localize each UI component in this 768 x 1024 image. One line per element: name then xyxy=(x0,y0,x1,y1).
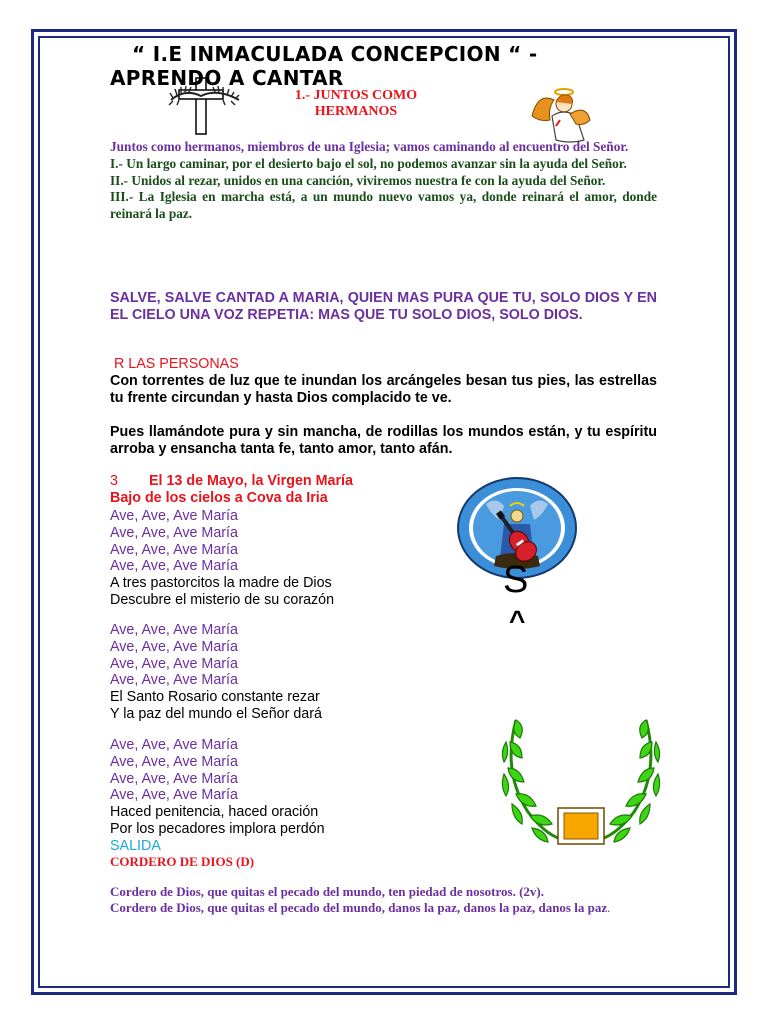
cordero-line-1: Cordero de Dios, que quitas el pecado del mundo, ten piedad de nosotros. (2v). xyxy=(110,884,544,899)
page-title-line-2: APRENDO A CANTAR xyxy=(110,66,344,90)
stanza-line: El Santo Rosario constante rezar xyxy=(110,689,320,706)
personas-stanza-1: Con torrentes de luz que te inundan los arcángeles besan tus pies, las estrellas tu frente circundan y hasta Dios complacido te ve. xyxy=(110,373,657,406)
page-title xyxy=(110,42,537,90)
stanza-line: A tres pastorcitos la madre de Dios xyxy=(110,575,332,592)
refrain-line: Ave, Ave, Ave María xyxy=(110,638,238,655)
laurel-wreath-icon xyxy=(498,712,664,852)
stanza-line: Haced penitencia, haced oración xyxy=(110,804,319,821)
hymn3-block-1 xyxy=(110,508,334,609)
refrain-line: Ave, Ave, Ave María xyxy=(110,655,238,672)
hymn1-title xyxy=(286,88,426,120)
hymn3-heading-1: El 13 de Mayo, la Virgen María xyxy=(149,473,353,489)
refrain-line: Ave, Ave, Ave María xyxy=(110,737,238,753)
cordero-line-2 xyxy=(110,900,610,916)
hymn1-chorus: Juntos como hermanos, miembros de una Iglesia; vamos caminando al encuentro del Señor. xyxy=(110,139,629,154)
refrain-line: Ave, Ave, Ave María xyxy=(110,672,238,689)
badge-caret: ^ xyxy=(509,605,526,636)
hymn3-number: 3 xyxy=(110,473,118,489)
refrain-line: Ave, Ave, Ave María xyxy=(110,753,238,770)
refrain-line: Ave, Ave, Ave María xyxy=(110,558,238,575)
refrain-line: Ave, Ave, Ave María xyxy=(110,622,238,638)
hymn1-lyrics xyxy=(110,139,657,223)
angel-icon xyxy=(530,86,592,144)
stanza-line: Y la paz del mundo el Señor dará xyxy=(110,705,322,722)
stanza-line: Por los pecadores implora perdón xyxy=(110,820,325,837)
salve-lyrics: SALVE, SALVE CANTAD A MARIA, QUIEN MAS PURA QUE TU, SOLO DIOS Y EN EL CIELO UNA VOZ REPETIA: MAS QUE TU SOLO DIOS, SOLO DIOS. xyxy=(110,290,657,324)
hymn1-verse-3: III.- La Iglesia en marcha está, a un mundo nuevo vamos ya, donde reinará el amor, donde reinará la paz. xyxy=(110,189,657,222)
hymn1-title-line-2: HERMANOS xyxy=(314,104,398,119)
hymn1-title-line-1: 1.- JUNTOS COMO xyxy=(294,88,418,103)
personas-stanza-2: Pues llamándote pura y sin mancha, de rodillas los mundos están, y tu espíritu arroba y ensancha tanta fe, tanto amor, tanto afán. xyxy=(110,424,657,457)
cordero-line-2-end: . xyxy=(607,900,611,916)
salida-label: SALIDA xyxy=(110,837,161,854)
refrain-line: Ave, Ave, Ave María xyxy=(110,524,238,541)
cordero-heading: CORDERO DE DIOS (D) xyxy=(110,854,255,869)
cordero-line-2-text: Cordero de Dios, que quitas el pecado del mundo, danos la paz, danos la paz, danos la paz xyxy=(110,900,608,916)
page-title-line-1: “ I.E INMACULADA CONCEPCION “ - xyxy=(132,42,538,66)
badge-letter: S xyxy=(503,559,529,601)
hymn1-verse-1: I.- Un largo caminar, por el desierto bajo el sol, no podemos avanzar sin la ayuda del Señor. xyxy=(110,155,627,171)
personas-heading: R LAS PERSONAS xyxy=(114,356,239,372)
refrain-line: Ave, Ave, Ave María xyxy=(110,508,238,524)
cordero-lyrics xyxy=(110,884,610,917)
hymn3-block-2 xyxy=(110,622,322,723)
stanza-line: Descubre el misterio de su corazón xyxy=(110,591,335,608)
hymn3-block-3 xyxy=(110,737,325,855)
hymn3-heading-2: Bajo de los cielos a Cova da Iria xyxy=(110,490,328,506)
refrain-line: Ave, Ave, Ave María xyxy=(110,541,238,558)
refrain-line: Ave, Ave, Ave María xyxy=(110,787,238,804)
hymn1-verse-2: II.- Unidos al rezar, unidos en una canción, viviremos nuestra fe con la ayuda del Señor. xyxy=(110,172,606,188)
refrain-line: Ave, Ave, Ave María xyxy=(110,770,238,787)
